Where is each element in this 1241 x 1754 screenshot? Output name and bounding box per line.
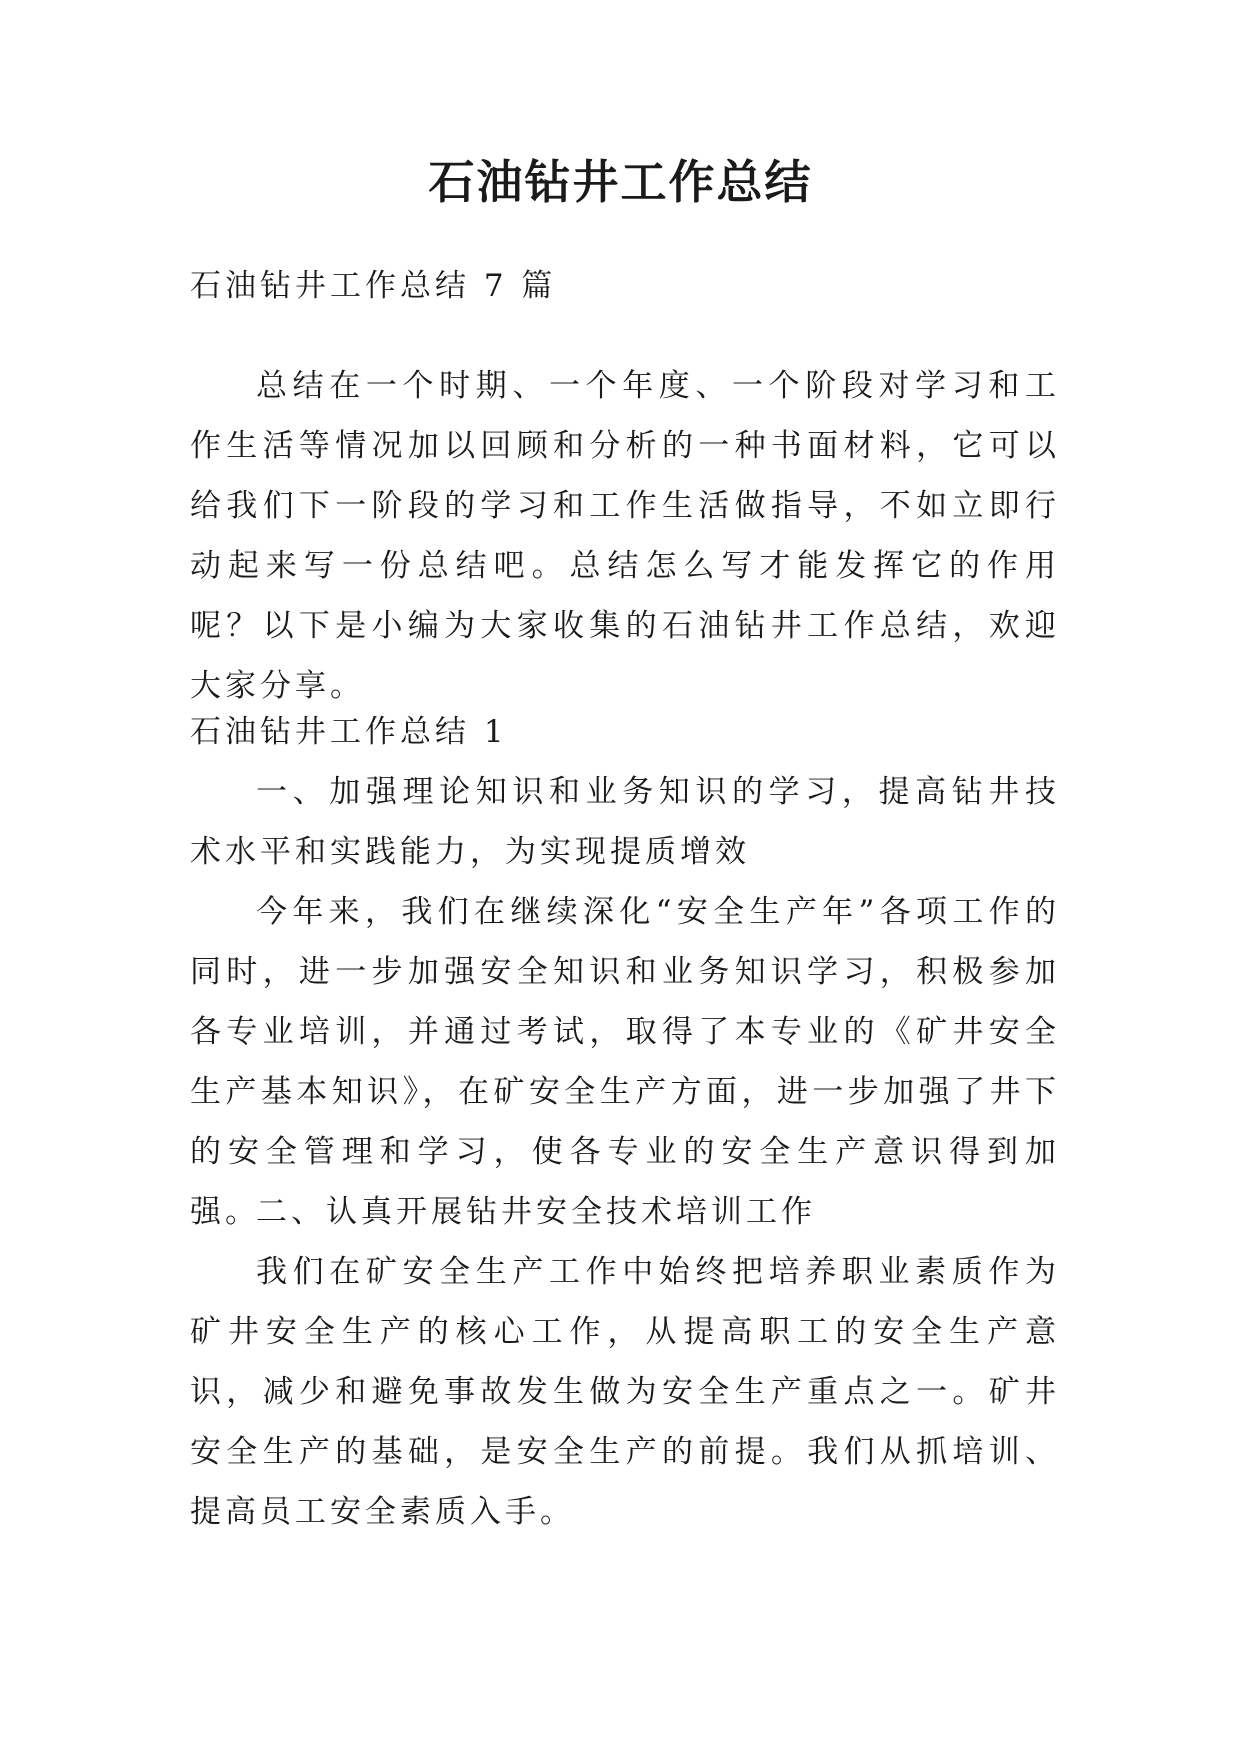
document-subtitle: 石油钻井工作总结 7 篇: [190, 268, 557, 304]
page-title: 石油钻井工作总结: [428, 155, 813, 209]
section-heading: 石油钻井工作总结 1: [190, 714, 508, 750]
paragraph-3: 二、认真开展钻井安全技术培训工作: [256, 1194, 816, 1230]
intro-paragraph: 总结在一个时期、一个年度、一个阶段对学习和工作生活等情况加以回顾和分析的一种书面材料，它可以给我们下一阶段的学习和工作生活做指导，不如立即行动起来写一份总结吧。总结怎么写才能发挥它的作用呢？以下是小编为大家收集的石油钻井工作总结，欢迎大家分享。: [190, 368, 1060, 704]
paragraph-2: 今年来，我们在继续深化“安全生产年”各项工作的同时，进一步加强安全知识和业务知识学习，积极参加各专业培训，并通过考试，取得了本专业的《矿井安全生产基本知识》，在矿安全生产方面，进一步加强了井下的安全管理和学习，使各专业的安全生产意识得到加强。: [190, 894, 1060, 1230]
paragraph-4: 我们在矿安全生产工作中始终把培养职业素质作为矿井安全生产的核心工作，从提高职工的安全生产意识，减少和避免事故发生做为安全生产重点之一。矿井安全生产的基础，是安全生产的前提。我们从抓培训、提高员工安全素质入手。: [190, 1254, 1060, 1530]
paragraph-1: 一、加强理论知识和业务知识的学习，提高钻井技术水平和实践能力，为实现提质增效: [190, 774, 1060, 870]
